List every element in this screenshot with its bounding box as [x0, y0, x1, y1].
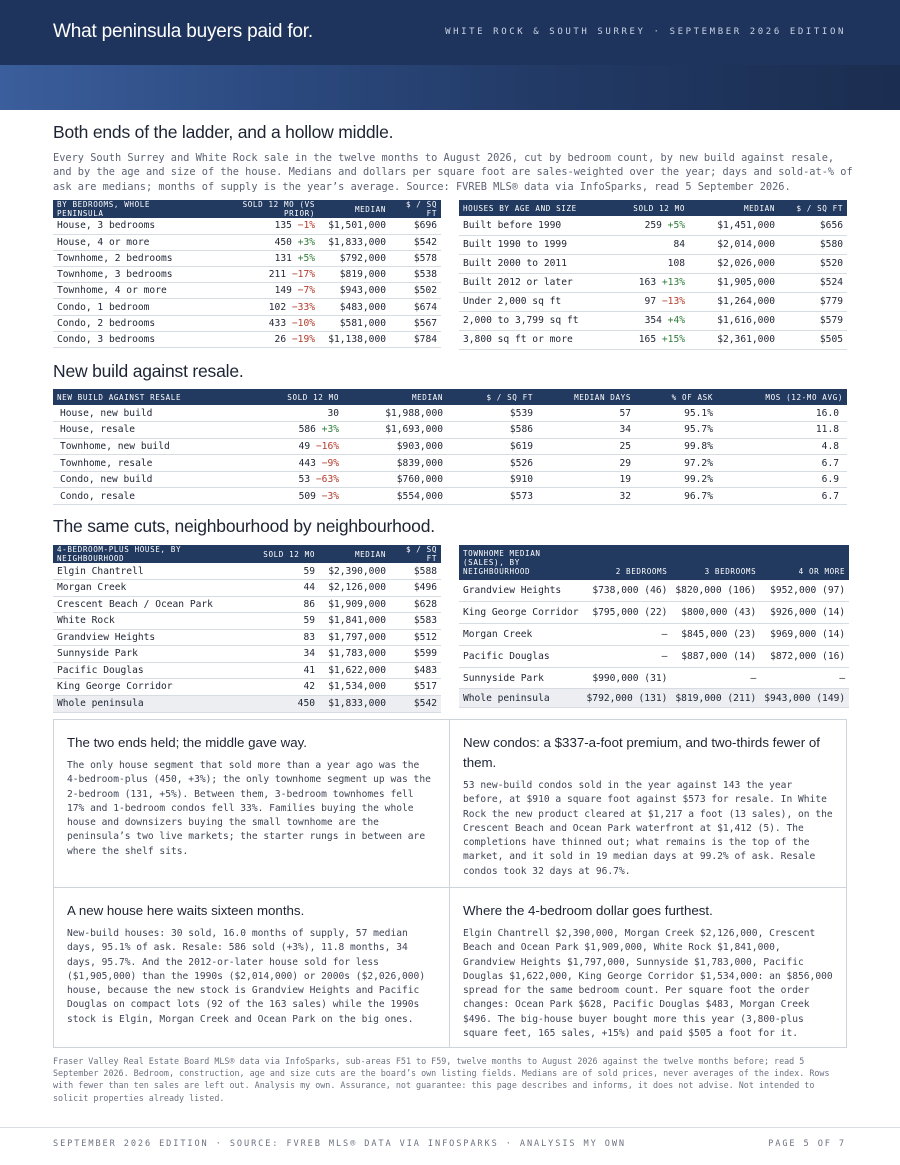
table-cell: — — [760, 667, 849, 689]
sold-count: 586 — [298, 424, 316, 436]
footnote: Fraser Valley Real Estate Board MLS® data via InfoSparks, sub-areas F51 to F59, twelve months to August 2026 against the twelve months before; read 5 September 2026. Bedroom, construction, age and size cuts are the board’s own listing fields. Medians are of sold prices, never averages of the index. Rows with fewer than ten sales are left out. Analysis my own. Assurance, not guarantee: this page describes and informs, it does not advise. Not intended to solicit properties already listed. — [53, 1056, 830, 1103]
table-newbuild-vs-resale — [53, 389, 847, 505]
col-header: $ / SQ FT — [779, 200, 847, 216]
table-cell: $483 — [390, 662, 441, 679]
col-header: SOLD 12 MO — [251, 545, 319, 563]
change-badge: +15% — [661, 334, 685, 345]
sold-count: 102 — [268, 301, 287, 313]
page-number: PAGE 5 OF 7 — [768, 1139, 846, 1149]
table-cell: 6.7 — [717, 488, 847, 505]
table-row — [459, 216, 847, 235]
table-row — [53, 613, 441, 630]
table-row — [53, 646, 441, 663]
col-header: MEDIAN DAYS — [537, 389, 635, 405]
card-new-house-wait — [54, 888, 449, 1027]
sold-count: 211 — [268, 269, 287, 281]
table-cell: 42 — [251, 679, 319, 696]
table-cell: 83 — [251, 629, 319, 646]
table-cell: $910 — [447, 471, 537, 488]
change-badge: +13% — [661, 277, 685, 288]
table-cell: $1,534,000 — [319, 679, 390, 696]
table-cell: $845,000 (23) — [671, 624, 760, 646]
sold-cell — [243, 422, 343, 439]
table-cell: Townhome, new build — [53, 438, 243, 455]
card-title: New condos: a $337-a-foot premium, and two-thirds fewer of them. — [463, 735, 820, 770]
change-badge: −3% — [321, 490, 339, 502]
table-cell: $542 — [390, 234, 441, 250]
table-cell: Elgin Chantrell — [53, 563, 251, 580]
table-cell: Under 2,000 sq ft — [459, 292, 601, 311]
table-cell: 34 — [251, 646, 319, 663]
table-cell: 4.8 — [717, 438, 847, 455]
col-header: NEW BUILD AGAINST RESALE — [53, 389, 243, 405]
table-cell: $819,000 (211) — [671, 689, 760, 708]
table-cell: Whole peninsula — [53, 695, 251, 712]
table-house-by-neighbourhood — [53, 545, 441, 713]
change-badge: +3% — [321, 424, 339, 436]
table-cell: 32 — [537, 488, 635, 505]
table-cell: $505 — [779, 330, 847, 349]
change-badge: −13% — [661, 296, 685, 307]
table-cell: Crescent Beach / Ocean Park — [53, 596, 251, 613]
table-cell: 96.7% — [635, 488, 717, 505]
sold-cell — [203, 234, 319, 250]
section-title-ladder: Both ends of the ladder, and a hollow middle. — [53, 122, 394, 142]
table-cell: $573 — [447, 488, 537, 505]
table-cell: $502 — [390, 283, 441, 299]
table-cell: $738,000 (46) — [583, 580, 672, 602]
change-badge: −1% — [297, 220, 315, 232]
table-cell: Morgan Creek — [53, 580, 251, 597]
col-header: $ / SQ FT — [390, 545, 441, 563]
table-cell: $542 — [390, 695, 441, 712]
sold-cell — [243, 455, 343, 472]
table-cell: Built before 1990 — [459, 216, 601, 235]
table-cell: 97.2% — [635, 455, 717, 472]
sold-count: 433 — [268, 317, 287, 329]
card-bedroom-dollar — [450, 888, 846, 1041]
table-cell: House, 3 bedrooms — [53, 218, 203, 234]
table-cell: 29 — [537, 455, 635, 472]
col-header: 4-BEDROOM-PLUS HOUSE, BY NEIGHBOURHOOD — [53, 545, 251, 563]
table-cell: $1,622,000 — [319, 662, 390, 679]
card-body: The only house segment that sold more than a year ago was the 4-bedroom-plus (450, +3%); the only townhome segment up was the 2-bedroom (131, +5%). Between them, 3-bedroom townhomes fell 17% and 1-bedroom condos fell 33%. Families buying the whole house and downsizers buying the small townhome are the peninsula’s two live markets; the starter rungs in between are where the shelf sits. — [67, 760, 431, 857]
table-cell: — — [583, 624, 672, 646]
sold-cell — [203, 283, 319, 299]
table-row — [53, 299, 441, 315]
table-cell: King George Corridor — [459, 602, 583, 624]
table-cell: $520 — [779, 254, 847, 273]
table-cell: Built 1990 to 1999 — [459, 235, 601, 254]
footer-rule — [0, 1127, 900, 1128]
table-row — [53, 455, 847, 472]
col-header: $ / SQ FT — [390, 200, 441, 218]
table-row — [459, 689, 849, 708]
table-row — [53, 331, 441, 347]
change-badge: +5% — [667, 219, 685, 231]
change-badge: −10% — [291, 317, 315, 329]
table-cell: $903,000 — [343, 438, 447, 455]
change-badge: −7% — [297, 285, 315, 297]
table-cell: Sunnyside Park — [53, 646, 251, 663]
table-row — [53, 405, 847, 422]
table-row — [53, 679, 441, 696]
sold-count: 108 — [667, 258, 685, 269]
sold-cell — [601, 311, 689, 330]
sold-count: 259 — [644, 219, 662, 231]
col-header: 2 BEDROOMS — [583, 545, 672, 580]
table-cell: $696 — [390, 218, 441, 234]
table-cell: Condo, 2 bedrooms — [53, 315, 203, 331]
sold-cell — [601, 254, 689, 273]
sold-cell — [203, 331, 319, 347]
table-cell: 450 — [251, 695, 319, 712]
table-cell: $943,000 — [319, 283, 390, 299]
change-badge: +5% — [297, 252, 315, 264]
table-cell: $586 — [447, 422, 537, 439]
table-cell: Sunnyside Park — [459, 667, 583, 689]
col-header: 3 BEDROOMS — [671, 545, 760, 580]
table-cell: 99.8% — [635, 438, 717, 455]
sold-count: 354 — [644, 315, 662, 326]
table-cell: $567 — [390, 315, 441, 331]
table-row — [459, 645, 849, 667]
intro-paragraph: Every South Surrey and White Rock sale in the twelve months to August 2026, cut by bedroom count, by new build against resale, and by the age and size of the house. Medians and dollars per square foot are sales-weighted over the year; days and sold-at-% of ask are medians; months of supply is the year’s average. Source: FVREB MLS® data via InfoSparks, read 5 September 2026. — [53, 152, 853, 193]
sold-count: 135 — [274, 220, 292, 232]
table-cell: $483,000 — [319, 299, 390, 315]
table-row — [459, 624, 849, 646]
table-cell: $1,841,000 — [319, 613, 390, 630]
table-by-bedrooms — [53, 200, 441, 348]
sold-cell — [243, 438, 343, 455]
table-cell: $619 — [447, 438, 537, 455]
table-cell: — — [583, 645, 672, 667]
table-row — [53, 662, 441, 679]
change-badge: −16% — [315, 440, 339, 452]
table-cell: 6.7 — [717, 455, 847, 472]
col-header: MEDIAN — [689, 200, 779, 216]
col-header: SOLD 12 MO (VS PRIOR) — [203, 200, 319, 218]
table-cell: Built 2012 or later — [459, 273, 601, 292]
table-cell: Morgan Creek — [459, 624, 583, 646]
table-cell: House, 4 or more — [53, 234, 203, 250]
col-header: 4 OR MORE — [760, 545, 849, 580]
col-header: MEDIAN — [343, 389, 447, 405]
table-cell: Townhome, 3 bedrooms — [53, 267, 203, 283]
sold-cell — [601, 273, 689, 292]
table-row — [53, 218, 441, 234]
table-cell: 41 — [251, 662, 319, 679]
table-cell: $628 — [390, 596, 441, 613]
table-cell: Built 2000 to 2011 — [459, 254, 601, 273]
sold-count: 53 — [298, 474, 311, 486]
col-header: MEDIAN — [319, 200, 390, 218]
table-cell: Grandview Heights — [459, 580, 583, 602]
col-header: SOLD 12 MO — [243, 389, 343, 405]
table-cell: $1,988,000 — [343, 405, 447, 422]
table-cell: Pacific Douglas — [53, 662, 251, 679]
table-cell: $554,000 — [343, 488, 447, 505]
table-cell: 25 — [537, 438, 635, 455]
table-cell: $1,616,000 — [689, 311, 779, 330]
table-cell: $887,000 (14) — [671, 645, 760, 667]
sold-count: 509 — [298, 490, 316, 502]
table-cell: White Rock — [53, 613, 251, 630]
table-row — [53, 234, 441, 250]
table-cell: $800,000 (43) — [671, 602, 760, 624]
sold-cell — [203, 218, 319, 234]
table-cell: $943,000 (149) — [760, 689, 849, 708]
sold-count: 163 — [638, 277, 657, 288]
table-cell: 59 — [251, 563, 319, 580]
table-cell: $1,797,000 — [319, 629, 390, 646]
table-cell: $952,000 (97) — [760, 580, 849, 602]
table-by-age-size — [459, 200, 847, 350]
sold-cell — [601, 216, 689, 235]
table-cell: Townhome, resale — [53, 455, 243, 472]
sold-count: 443 — [298, 457, 316, 469]
sold-count: 131 — [274, 252, 292, 264]
table-cell: $517 — [390, 679, 441, 696]
table-cell: Pacific Douglas — [459, 645, 583, 667]
table-cell: 3,800 sq ft or more — [459, 330, 601, 349]
table-cell: Condo, new build — [53, 471, 243, 488]
sold-cell — [601, 235, 689, 254]
sold-cell — [203, 299, 319, 315]
table-cell: House, new build — [53, 405, 243, 422]
table-cell: $1,833,000 — [319, 234, 390, 250]
hero-banner — [0, 0, 900, 110]
sold-count: 450 — [274, 236, 292, 248]
section-title-neighbourhoods: The same cuts, neighbourhood by neighbourhood. — [53, 516, 435, 536]
table-cell: — — [671, 667, 760, 689]
table-cell: $819,000 — [319, 267, 390, 283]
table-cell: Condo, 1 bedroom — [53, 299, 203, 315]
change-badge: −63% — [315, 474, 339, 486]
table-cell: $2,014,000 — [689, 235, 779, 254]
table-cell: $839,000 — [343, 455, 447, 472]
change-badge: −9% — [321, 457, 339, 469]
table-row — [53, 471, 847, 488]
table-row — [53, 488, 847, 505]
table-row — [53, 250, 441, 266]
table-cell: $581,000 — [319, 315, 390, 331]
table-cell: 2,000 to 3,799 sq ft — [459, 311, 601, 330]
table-row — [53, 438, 847, 455]
table-cell: 11.8 — [717, 422, 847, 439]
col-header: SOLD 12 MO — [601, 200, 689, 216]
table-cell: Grandview Heights — [53, 629, 251, 646]
col-header: MEDIAN — [319, 545, 390, 563]
table-cell: 34 — [537, 422, 635, 439]
table-cell: 44 — [251, 580, 319, 597]
table-cell: 16.0 — [717, 405, 847, 422]
sold-cell — [243, 471, 343, 488]
table-cell: Whole peninsula — [459, 689, 583, 708]
table-cell: Condo, resale — [53, 488, 243, 505]
sold-cell — [203, 315, 319, 331]
table-cell: 99.2% — [635, 471, 717, 488]
table-cell: $1,451,000 — [689, 216, 779, 235]
change-badge: +4% — [667, 315, 685, 326]
table-cell: $2,126,000 — [319, 580, 390, 597]
sold-cell — [203, 267, 319, 283]
table-cell: $990,000 (31) — [583, 667, 672, 689]
change-badge: −17% — [291, 269, 315, 281]
table-cell: $539 — [447, 405, 537, 422]
edition-label: WHITE ROCK & SOUTH SURREY · SEPTEMBER 2026 EDITION — [445, 27, 846, 37]
table-cell: $926,000 (14) — [760, 602, 849, 624]
table-cell: $1,833,000 — [319, 695, 390, 712]
sold-count: 49 — [298, 440, 311, 452]
sold-cell — [203, 250, 319, 266]
table-cell: 95.1% — [635, 405, 717, 422]
table-cell: $1,501,000 — [319, 218, 390, 234]
table-cell: $872,000 (16) — [760, 645, 849, 667]
sold-count: 26 — [274, 333, 287, 345]
change-badge: +3% — [297, 236, 315, 248]
table-cell: $1,909,000 — [319, 596, 390, 613]
table-row — [53, 422, 847, 439]
sold-count: 149 — [274, 285, 292, 297]
card-title: Where the 4-bedroom dollar goes furthest. — [463, 903, 713, 918]
table-cell: 86 — [251, 596, 319, 613]
table-cell: $599 — [390, 646, 441, 663]
table-cell: $1,264,000 — [689, 292, 779, 311]
table-row — [53, 580, 441, 597]
page-title: What peninsula buyers paid for. — [53, 21, 313, 42]
table-cell: $1,783,000 — [319, 646, 390, 663]
sold-count: 97 — [644, 296, 657, 307]
table-row — [53, 695, 441, 712]
sold-cell — [243, 405, 343, 422]
table-cell: 95.7% — [635, 422, 717, 439]
sold-cell — [243, 488, 343, 505]
table-row — [459, 254, 847, 273]
table-cell: $2,390,000 — [319, 563, 390, 580]
table-cell: $538 — [390, 267, 441, 283]
table-cell: $2,026,000 — [689, 254, 779, 273]
col-header: MOS (12-MO AVG) — [717, 389, 847, 405]
table-cell: $578 — [390, 250, 441, 266]
table-cell: 6.9 — [717, 471, 847, 488]
table-cell: 57 — [537, 405, 635, 422]
col-header: % OF ASK — [635, 389, 717, 405]
col-header: TOWNHOME MEDIAN (SALES), BY NEIGHBOURHOOD — [459, 545, 583, 580]
table-cell: $792,000 — [319, 250, 390, 266]
card-body: 53 new-build condos sold in the year against 143 the year before, at $910 a square foot against $573 for resale. In White Rock the new product cleared at $1,217 a foot (13 sales), on the Crescent Beach and Ocean Park waterfront at $1,412 (5). The completions have thinned out; what remains is the top of the market, and it sold in 19 median days at 99.2% of ask. Resale condos took 32 days at 96.7%. — [463, 780, 833, 877]
table-cell: $526 — [447, 455, 537, 472]
table-cell: $1,905,000 — [689, 273, 779, 292]
table-cell: $1,138,000 — [319, 331, 390, 347]
table-row — [459, 273, 847, 292]
table-cell: $792,000 (131) — [583, 689, 672, 708]
change-badge: −33% — [291, 301, 315, 313]
table-row — [53, 267, 441, 283]
table-row — [459, 330, 847, 349]
hero-gradient-band — [0, 65, 900, 110]
table-cell: $795,000 (22) — [583, 602, 672, 624]
table-cell: $779 — [779, 292, 847, 311]
footer-source: SEPTEMBER 2026 EDITION · SOURCE: FVREB MLS® DATA VIA INFOSPARKS · ANALYSIS MY OWN — [53, 1139, 626, 1149]
table-cell: $579 — [779, 311, 847, 330]
sold-cell — [601, 292, 689, 311]
table-row — [53, 596, 441, 613]
table-row — [459, 292, 847, 311]
card-ends-held — [54, 720, 449, 859]
col-header: BY BEDROOMS, WHOLE PENINSULA — [53, 200, 203, 218]
table-cell: 59 — [251, 613, 319, 630]
sold-count: 84 — [673, 239, 685, 250]
table-row — [459, 602, 849, 624]
table-row — [53, 629, 441, 646]
sold-cell — [601, 330, 689, 349]
table-cell: $588 — [390, 563, 441, 580]
table-cell: House, resale — [53, 422, 243, 439]
table-cell: $674 — [390, 299, 441, 315]
table-cell: $512 — [390, 629, 441, 646]
table-row — [459, 580, 849, 602]
table-row — [459, 311, 847, 330]
table-townhome-by-neighbourhood — [459, 545, 849, 708]
table-row — [53, 283, 441, 299]
table-cell: $820,000 (106) — [671, 580, 760, 602]
table-cell: $969,000 (14) — [760, 624, 849, 646]
change-badge: −19% — [291, 333, 315, 345]
card-body: New-build houses: 30 sold, 16.0 months of supply, 57 median days, 95.1% of ask. Resale: 586 sold (+3%), 11.8 months, 34 days, 95.7%. And the 2012-or-later house sold for less ($1,905,000) than the 1990s ($2,014,000) or 2000s ($2,026,000) house, because the new stock is Grandview Heights and Pacific Douglas on compact lots (92 of the 163 sales) while the 1990s stock is Elgin, Morgan Creek and Ocean Park on the big ones. — [67, 928, 426, 1025]
table-cell: $656 — [779, 216, 847, 235]
table-cell: $2,361,000 — [689, 330, 779, 349]
card-new-condos — [450, 720, 846, 879]
col-header: $ / SQ FT — [447, 389, 537, 405]
sold-count: 30 — [327, 407, 339, 419]
table-cell: King George Corridor — [53, 679, 251, 696]
table-row — [459, 667, 849, 689]
table-row — [459, 235, 847, 254]
card-body: Elgin Chantrell $2,390,000, Morgan Creek $2,126,000, Crescent Beach and Ocean Park $1,909,000, White Rock $1,841,000, Grandview Heights $1,797,000, Sunnyside $1,783,000, Pacific Douglas $1,622,000, King George Corridor $1,534,000: an $856,000 spread for the same bedroom count. Per square foot the order changes: Ocean Park $628, Pacific Douglas $483, Morgan Creek $496. The big-house buyer bought more this year (3,800-plus square feet, 165 sales, +15%) and paid $505 a foot for it. — [463, 928, 833, 1040]
card-title: The two ends held; the middle gave way. — [67, 735, 307, 750]
table-cell: $760,000 — [343, 471, 447, 488]
table-cell: $580 — [779, 235, 847, 254]
table-cell: Condo, 3 bedrooms — [53, 331, 203, 347]
table-cell: Townhome, 2 bedrooms — [53, 250, 203, 266]
table-cell: $784 — [390, 331, 441, 347]
table-row — [53, 563, 441, 580]
section-title-newbuild: New build against resale. — [53, 361, 244, 381]
sold-count: 165 — [638, 334, 657, 345]
table-cell: $496 — [390, 580, 441, 597]
table-cell: $1,693,000 — [343, 422, 447, 439]
table-cell: 19 — [537, 471, 635, 488]
card-title: A new house here waits sixteen months. — [67, 903, 305, 918]
table-cell: Townhome, 4 or more — [53, 283, 203, 299]
table-row — [53, 315, 441, 331]
col-header: HOUSES BY AGE AND SIZE — [459, 200, 601, 216]
table-cell: $583 — [390, 613, 441, 630]
table-cell: $524 — [779, 273, 847, 292]
